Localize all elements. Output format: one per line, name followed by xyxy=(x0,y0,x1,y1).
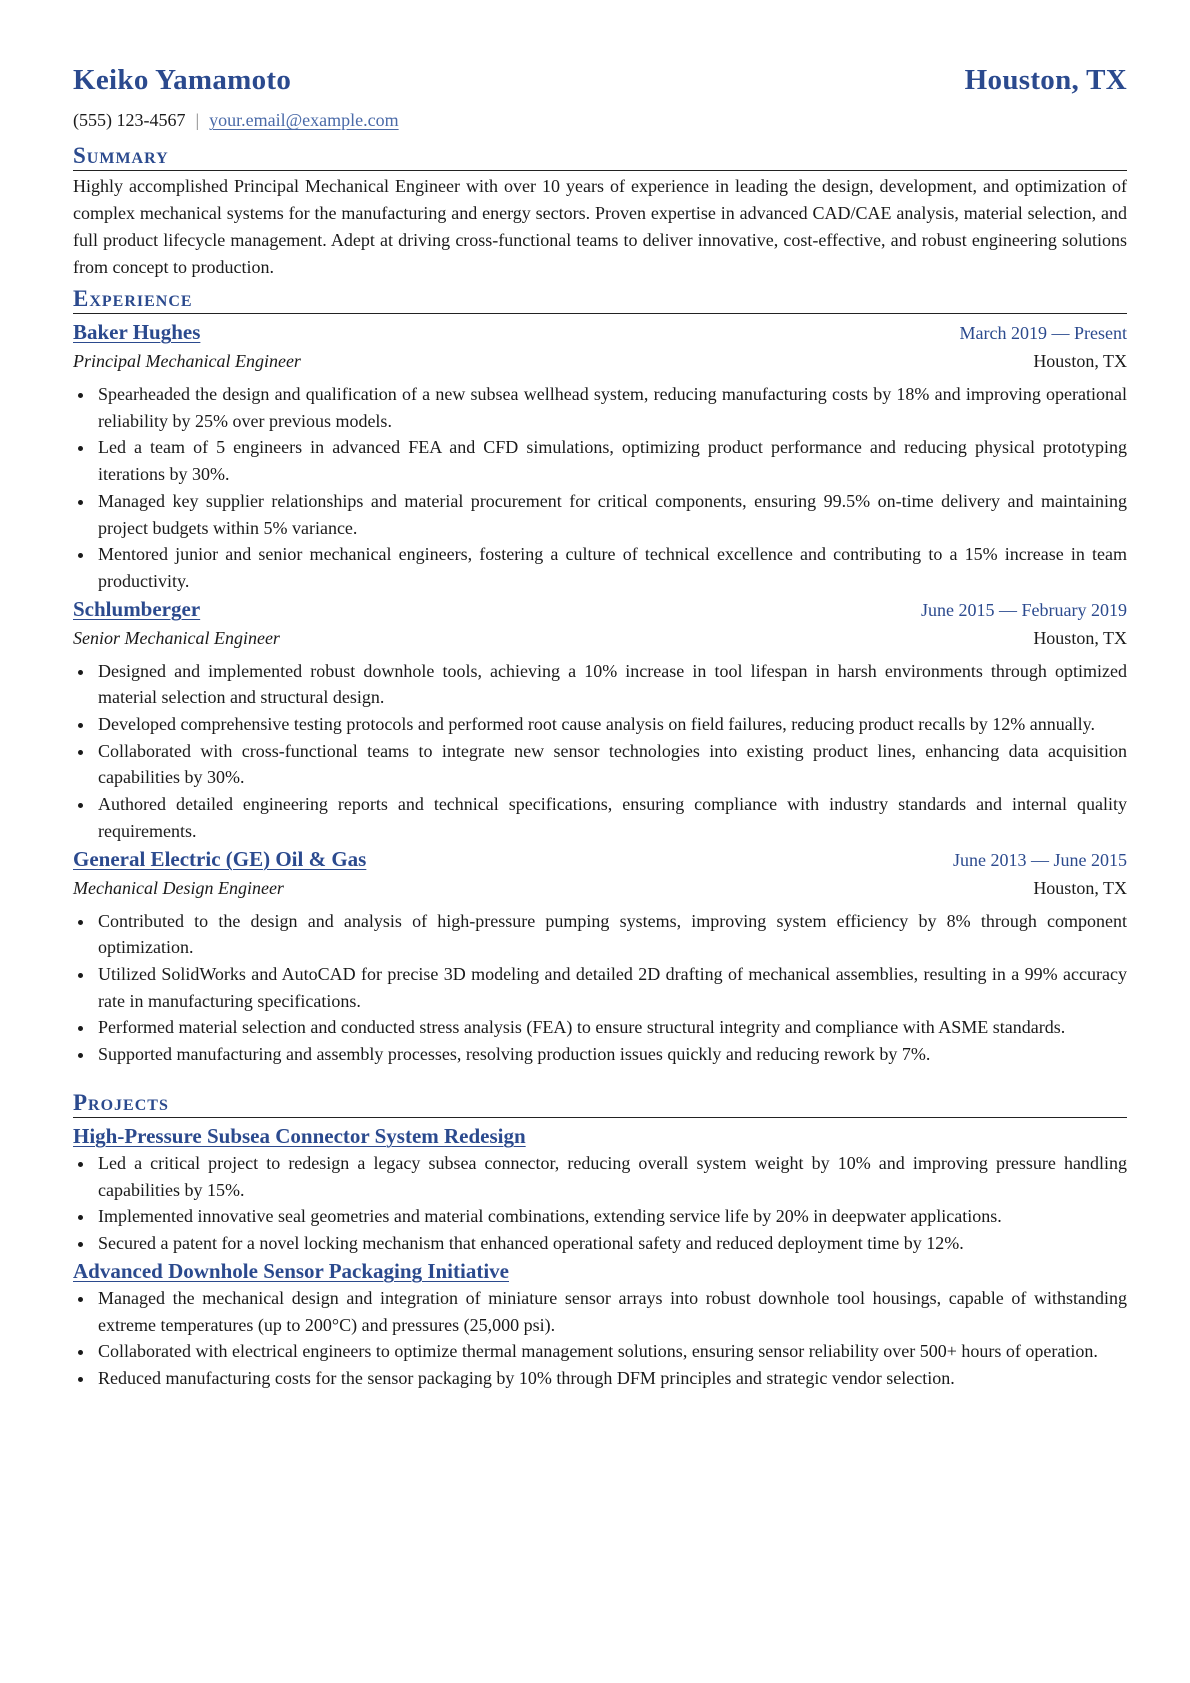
bullet-item: Utilized SolidWorks and AutoCAD for precise 3D modeling and detailed 2D drafting of mechanical assemblies, resulting in a 99% accuracy rate in manufacturing specifications. xyxy=(73,961,1127,1014)
projects-section xyxy=(73,1090,1127,1392)
bullet-item: Collaborated with electrical engineers to optimize thermal management solutions, ensuring sensor reliability over 500+ hours of operation. xyxy=(73,1338,1127,1365)
bullet-item: Authored detailed engineering reports and technical specifications, ensuring compliance with industry standards and internal quality requirements. xyxy=(73,791,1127,844)
project-entry xyxy=(73,1257,1127,1392)
header-location: Houston, TX xyxy=(964,64,1127,96)
bullet-item: Mentored junior and senior mechanical engineers, fostering a culture of technical excellence and contributing to a 15% increase in team productivity. xyxy=(73,541,1127,594)
job-bullets xyxy=(73,658,1127,845)
candidate-name: Keiko Yamamoto xyxy=(73,64,292,96)
job-title: Principal Mechanical Engineer xyxy=(73,351,301,371)
project-title-link[interactable]: Advanced Downhole Sensor Packaging Initiative xyxy=(73,1258,509,1283)
bullet-item: Contributed to the design and analysis of high-pressure pumping systems, improving system efficiency by 8% through component optimization. xyxy=(73,908,1127,961)
bullet-item: Developed comprehensive testing protocols and performed root cause analysis on field failures, reducing product recalls by 12% annually. xyxy=(73,711,1127,738)
section-title-projects: Projects xyxy=(73,1090,1127,1118)
project-bullets xyxy=(73,1285,1127,1392)
summary-text: Highly accomplished Principal Mechanical Engineer with over 10 years of experience in leading the design, development, and optimization of complex mechanical systems for the manufacturing and energy sectors. Proven expertise in advanced CAD/CAE analysis, material selection, and full product lifecycle management. Adept at driving cross-functional teams to deliver innovative, cost-effective, and robust engineering solutions from concept to production. xyxy=(73,176,1127,277)
bullet-item: Designed and implemented robust downhole tools, achieving a 10% increase in tool lifespan in harsh environments through optimized material selection and structural design. xyxy=(73,658,1127,711)
job-bullets xyxy=(73,381,1127,595)
summary-section xyxy=(73,143,1127,281)
bullet-item: Collaborated with cross-functional teams to integrate new sensor technologies into existing product lines, enhancing data acquisition capabilities by 30%. xyxy=(73,738,1127,791)
job-location: Houston, TX xyxy=(1033,877,1127,898)
company-link[interactable]: General Electric (GE) Oil & Gas xyxy=(73,846,367,871)
bullet-item: Managed the mechanical design and integration of miniature sensor arrays into robust downhole tool housings, capable of withstanding extreme temperatures (up to 200°C) and pressures (25,000 psi). xyxy=(73,1285,1127,1338)
job-entry xyxy=(73,595,1127,845)
job-title: Senior Mechanical Engineer xyxy=(73,627,280,648)
bullet-item: Reduced manufacturing costs for the sensor packaging by 10% through DFM principles and strategic vendor selection. xyxy=(73,1365,1127,1392)
bullet-item: Led a team of 5 engineers in advanced FEA and CFD simulations, optimizing product performance and reducing physical prototyping iterations by 30%. xyxy=(73,434,1127,487)
contact-info xyxy=(73,110,399,131)
bullet-item: Led a critical project to redesign a legacy subsea connector, reducing overall system weight by 10% and improving pressure handling capabilities by 15%. xyxy=(73,1150,1127,1203)
bullet-item: Spearheaded the design and qualification of a new subsea wellhead system, reducing manufacturing costs by 18% and improving operational reliability by 25% over previous models. xyxy=(73,381,1127,434)
project-bullets xyxy=(73,1150,1127,1257)
company-link[interactable]: Schlumberger xyxy=(73,596,201,621)
project-entry xyxy=(73,1122,1127,1257)
project-title-link[interactable]: High-Pressure Subsea Connector System Redesign xyxy=(73,1124,526,1148)
job-dates: June 2013 — June 2015 xyxy=(953,849,1127,870)
bullet-item: Secured a patent for a novel locking mechanism that enhanced operational safety and reduced deployment time by 12%. xyxy=(73,1230,1127,1257)
job-entry xyxy=(73,318,1127,595)
contact-separator: | xyxy=(195,110,200,130)
job-entry xyxy=(73,845,1127,1068)
section-title-experience: Experience xyxy=(73,286,1127,314)
job-dates: June 2015 — February 2019 xyxy=(921,599,1127,620)
job-bullets xyxy=(73,908,1127,1068)
bullet-item: Implemented innovative seal geometries and material combinations, extending service life by 20% in deepwater applications. xyxy=(73,1203,1127,1230)
bullet-item: Performed material selection and conducted stress analysis (FEA) to ensure structural integrity and compliance with ASME standards. xyxy=(73,1014,1127,1041)
job-dates: March 2019 — Present xyxy=(959,323,1127,343)
job-title: Mechanical Design Engineer xyxy=(73,877,284,898)
company-link[interactable]: Baker Hughes xyxy=(73,320,201,344)
header xyxy=(73,64,1127,97)
email-link[interactable]: your.email@example.com xyxy=(209,110,399,130)
bullet-item: Supported manufacturing and assembly processes, resolving production issues quickly and reducing rework by 7%. xyxy=(73,1041,1127,1068)
job-location: Houston, TX xyxy=(1033,627,1127,648)
experience-section xyxy=(73,286,1127,1068)
bullet-item: Managed key supplier relationships and material procurement for critical components, ensuring 99.5% on-time delivery and maintaining project budgets within 5% variance. xyxy=(73,488,1127,541)
job-location: Houston, TX xyxy=(1033,351,1127,371)
section-title-summary: Summary xyxy=(73,143,1127,171)
phone-number: (555) 123-4567 xyxy=(73,110,186,130)
